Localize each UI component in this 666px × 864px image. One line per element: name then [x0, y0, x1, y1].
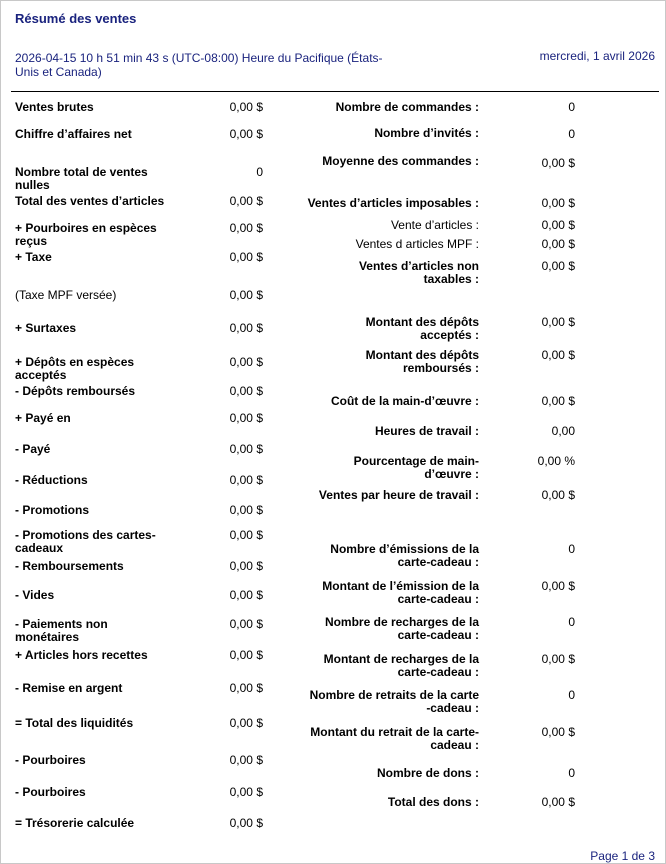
right-value: 0 — [568, 542, 575, 556]
left-value: 0 — [256, 165, 263, 179]
right-label: Ventes d articles MPF : — [355, 237, 479, 251]
left-label: + Dépôts en espèces acceptés — [15, 355, 135, 382]
left-label: - Pourboires — [15, 753, 86, 767]
right-value: 0 — [568, 127, 575, 141]
left-value: 0,00 $ — [229, 473, 263, 487]
left-value: 0,00 $ — [229, 681, 263, 695]
right-value: 0 — [568, 100, 575, 114]
left-label: + Taxe — [15, 250, 52, 264]
right-label: Total des dons : — [387, 795, 479, 809]
left-value: 0,00 $ — [229, 617, 263, 631]
left-label: - Paiements non monétaires — [15, 617, 108, 644]
right-value: 0,00 % — [537, 454, 575, 468]
right-label: Vente d’articles : — [390, 218, 479, 232]
left-label: (Taxe MPF versée) — [15, 288, 117, 302]
right-value: 0,00 $ — [541, 156, 575, 170]
right-label: Nombre d’invités : — [374, 126, 479, 140]
left-label: + Payé en — [15, 411, 71, 425]
right-value: 0,00 $ — [541, 795, 575, 809]
right-label: Nombre de dons : — [376, 766, 479, 780]
left-value: 0,00 $ — [229, 127, 263, 141]
left-label: Chiffre d’affaires net — [15, 127, 132, 141]
left-value: 0,00 $ — [229, 321, 263, 335]
right-label: Ventes d’articles non taxables : — [358, 259, 479, 286]
right-label: Heures de travail : — [374, 424, 479, 438]
left-label: + Pourboires en espèces reçus — [15, 221, 157, 248]
left-value: 0,00 $ — [229, 503, 263, 517]
right-value: 0,00 $ — [541, 259, 575, 273]
right-value: 0,00 $ — [541, 237, 575, 251]
left-value: 0,00 $ — [229, 648, 263, 662]
header-divider — [11, 91, 659, 92]
right-label: Nombre de commandes : — [335, 100, 479, 114]
report-date: mercredi, 1 avril 2026 — [539, 49, 655, 63]
left-value: 0,00 $ — [229, 785, 263, 799]
left-value: 0,00 $ — [229, 250, 263, 264]
left-label: - Remise en argent — [15, 681, 123, 695]
right-value: 0 — [568, 615, 575, 629]
right-value: 0,00 $ — [541, 394, 575, 408]
left-value: 0,00 $ — [229, 411, 263, 425]
right-value: 0,00 $ — [541, 315, 575, 329]
right-label: Montant des dépôts remboursés : — [365, 348, 479, 375]
right-label: Nombre de recharges de la carte-cadeau : — [324, 615, 479, 642]
left-value: 0,00 $ — [229, 221, 263, 235]
left-value: 0,00 $ — [229, 288, 263, 302]
left-value: 0,00 $ — [229, 355, 263, 369]
left-value: 0,00 $ — [229, 442, 263, 456]
left-value: 0,00 $ — [229, 588, 263, 602]
right-value: 0,00 $ — [541, 725, 575, 739]
left-label: - Dépôts remboursés — [15, 384, 136, 398]
right-value: 0 — [568, 766, 575, 780]
right-value: 0,00 $ — [541, 652, 575, 666]
left-value: 0,00 $ — [229, 716, 263, 730]
right-label: Nombre de retraits de la carte -cadeau : — [309, 688, 479, 715]
right-label: Pourcentage de main-d’œuvre : — [353, 454, 479, 481]
left-label: Total des ventes d’articles — [15, 194, 165, 208]
left-label: - Promotions des cartes-cadeaux — [15, 528, 156, 555]
right-value: 0,00 — [551, 424, 575, 438]
left-value: 0,00 $ — [229, 559, 263, 573]
left-label: - Promotions — [15, 503, 89, 517]
left-label: - Vides — [15, 588, 55, 602]
right-label: Montant du retrait de la carte-cadeau : — [310, 725, 479, 752]
page-number: Page 1 de 3 — [590, 849, 655, 863]
left-value: 0,00 $ — [229, 528, 263, 542]
report-timestamp: 2026-04-15 10 h 51 min 43 s (UTC-08:00) Heure du Pacifique (États-Unis et Canada) — [15, 51, 383, 79]
left-label: + Surtaxes — [15, 321, 77, 335]
left-label: + Articles hors recettes — [15, 648, 148, 662]
right-value: 0,00 $ — [541, 348, 575, 362]
left-label: Nombre total de ventes nulles — [15, 165, 148, 192]
right-value: 0,00 $ — [541, 579, 575, 593]
right-label: Moyenne des commandes : — [322, 154, 479, 168]
left-label: - Remboursements — [15, 559, 124, 573]
right-label: Ventes par heure de travail : — [318, 488, 479, 502]
left-value: 0,00 $ — [229, 194, 263, 208]
left-label: Ventes brutes — [15, 100, 94, 114]
left-label: - Pourboires — [15, 785, 86, 799]
right-label: Montant de l’émission de la carte-cadeau : — [322, 579, 479, 606]
right-label: Montant des dépôts acceptés : — [365, 315, 479, 342]
left-value: 0,00 $ — [229, 816, 263, 830]
right-value: 0,00 $ — [541, 488, 575, 502]
left-label: - Réductions — [15, 473, 88, 487]
left-label: = Trésorerie calculée — [15, 816, 135, 830]
left-value: 0,00 $ — [229, 384, 263, 398]
right-value: 0 — [568, 688, 575, 702]
right-label: Nombre d’émissions de la carte-cadeau : — [330, 542, 479, 569]
left-value: 0,00 $ — [229, 100, 263, 114]
report-title: Résumé des ventes — [15, 11, 137, 26]
left-value: 0,00 $ — [229, 753, 263, 767]
right-value: 0,00 $ — [541, 196, 575, 210]
left-label: - Payé — [15, 442, 51, 456]
right-value: 0,00 $ — [541, 218, 575, 232]
right-label: Coût de la main-d’œuvre : — [330, 394, 479, 408]
right-label: Ventes d’articles imposables : — [307, 196, 479, 210]
right-label: Montant de recharges de la carte-cadeau : — [323, 652, 479, 679]
left-label: = Total des liquidités — [15, 716, 134, 730]
